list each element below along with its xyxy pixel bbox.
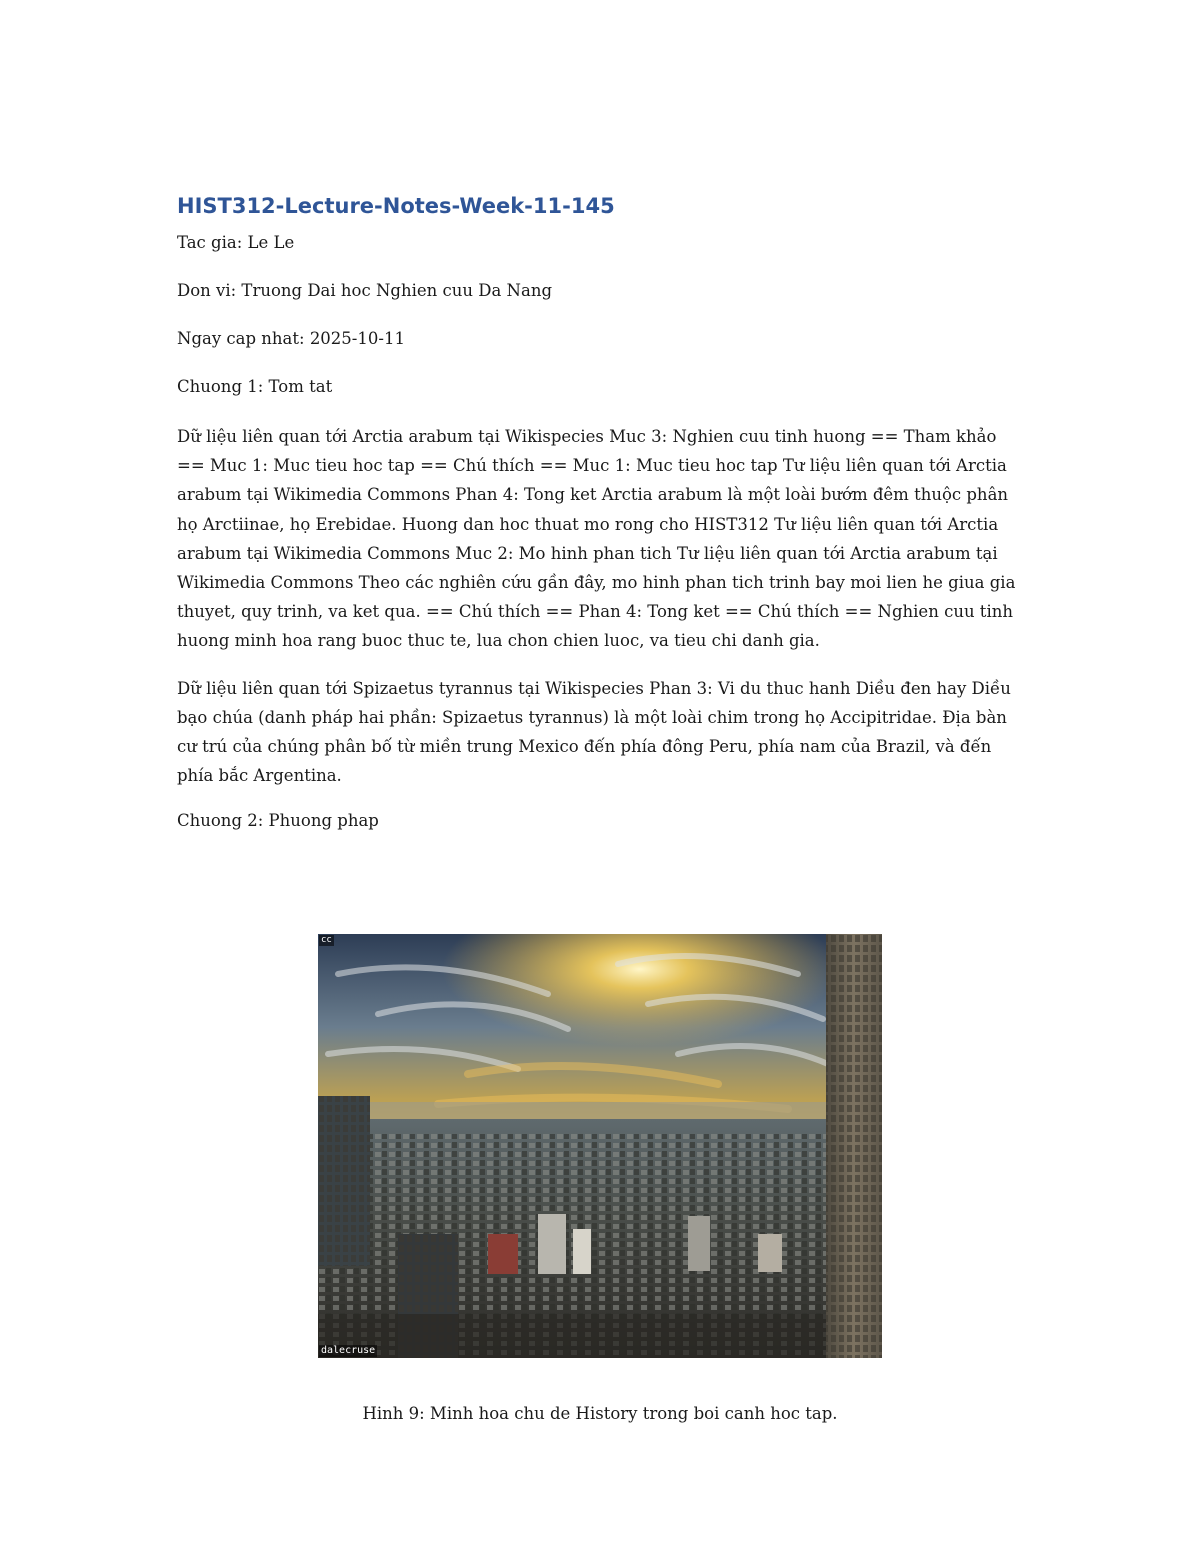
author-line: Tac gia: Le Le bbox=[177, 233, 295, 252]
unit-line: Don vi: Truong Dai hoc Nghien cuu Da Nang bbox=[177, 281, 553, 300]
city-skyline-photo bbox=[318, 934, 882, 1358]
city-skyline-illustration bbox=[318, 934, 882, 1358]
chapter-1-heading: Chuong 1: Tom tat bbox=[177, 377, 333, 396]
watermark-author: dalecruse bbox=[321, 1345, 376, 1356]
paragraph-2: Dữ liệu liên quan tới Spizaetus tyrannus tại Wikispecies Phan 3: Vi du thuc hanh Diều đen hay Diều bạo chúa (danh pháp hai phần: Spizaetus tyrannus) là một loài chim trong họ Accipitridae. Địa bàn cư trú của chúng phân bố từ miền trung Mexico đến phía đông Peru, phía nam của Brazil, và đến phía bắc Argentina. bbox=[177, 678, 1011, 786]
updated-line: Ngay cap nhat: 2025-10-11 bbox=[177, 329, 405, 348]
paragraph-1: Dữ liệu liên quan tới Arctia arabum tại Wikispecies Muc 3: Nghien cuu tinh huong == Tham khảo == Muc 1: Muc tieu hoc tap == Chú thích == Muc 1: Muc tieu hoc tap Tư liệu liên quan tới Arctia arabum tại Wikimedia Commons Phan 4: Tong ket Arctia arabum là một loài bướm đêm thuộc phân họ Arctiinae, họ Erebidae. Huong dan hoc thuat mo rong cho HIST312 Tư liệu liên quan tới Arctia arabum tại Wikimedia Commons Muc 2: Mo hinh phan tich Tư liệu liên quan tới Arctia arabum tại Wikimedia Commons Theo các nghiên cứu gần đây, mo hinh phan tich trinh bay moi lien he giua gia thuyet, quy trinh, va ket qua. == Chú thích == Phan 4: Tong ket == Chú thích == Nghien cuu tinh huong minh hoa rang buoc thuc te, lua chon chien luoc, va tieu chi danh gia. bbox=[177, 427, 1016, 651]
document-title: HIST312-Lecture-Notes-Week-11-145 bbox=[177, 194, 615, 218]
document-body bbox=[177, 192, 1027, 856]
watermark-cc: cc bbox=[321, 935, 332, 945]
chapter-2-heading: Chuong 2: Phuong phap bbox=[177, 811, 379, 831]
figure-caption: Hinh 9: Minh hoa chu de History trong boi canh hoc tap. bbox=[362, 1403, 838, 1423]
